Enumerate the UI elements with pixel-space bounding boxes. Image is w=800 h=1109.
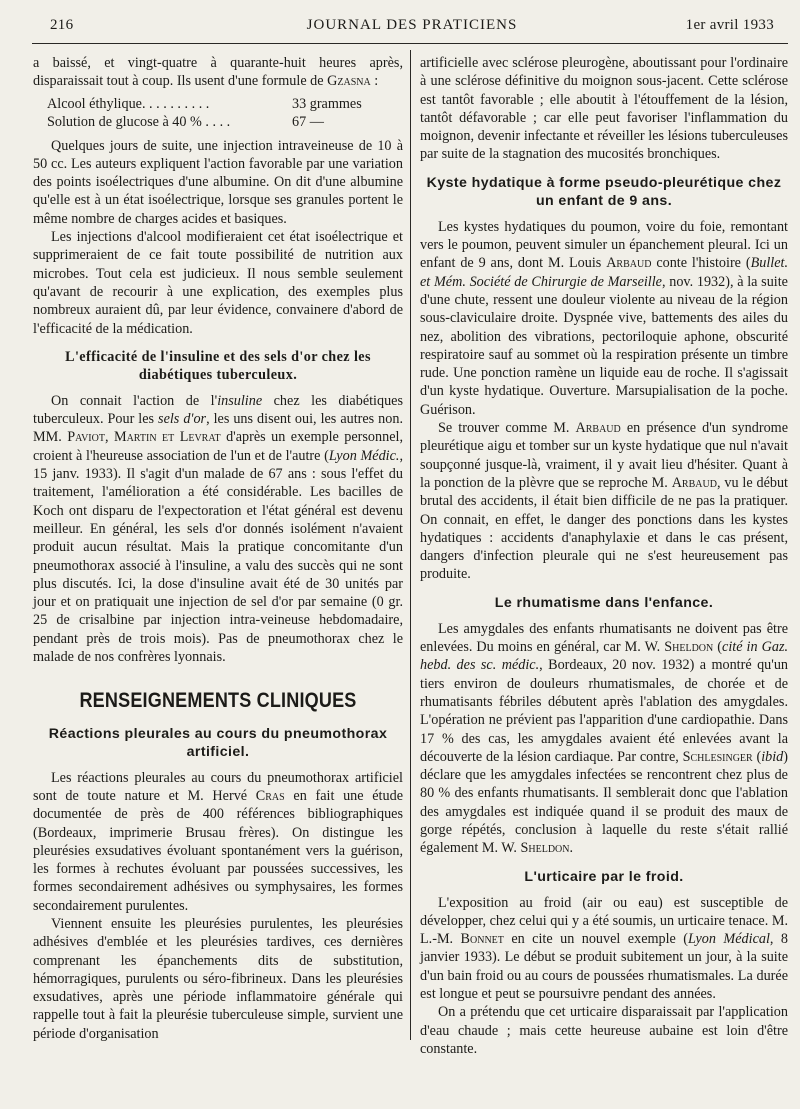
author-name: Arbaud [671, 474, 717, 491]
formula-row: Solution de glucose à 40 % . . . . 67 — [47, 113, 324, 130]
paragraph: Viennent ensuite les pleurésies purulentes, les pleurésies adhésives d'emblée et les pleurésies tardives, ces dernières comprenant les épanchements dits de substitution, hémorragiques, purulents ou séro-fibrineux. Dans les pleurésies exsudatives, après une période inflammatoire générale qui rappelle tout à fait la pleurésie tuberculeuse simple, survient une période d'organisation [33, 915, 403, 1042]
author-name: Arbaud [575, 420, 621, 437]
author-name: Cras [255, 787, 285, 804]
article-heading: L'efficacité de l'insuline et des sels d'or chez les diabétiques tuberculeux. [65, 348, 371, 383]
paragraph: L'exposition au froid (air ou eau) est susceptible de développer, chez celui qui y a été soumis, un urticaire tenace. M. L.-M. Bonnet en cite un nouvel exemple (Lyon Médical, 8 janvier 1933). Le début se produit subitement un jour, à la suite d'un bain froid ou au cours de poussées rhumatismales. La durée est longue et peut se poursuivre pendant des années. [420, 894, 789, 1003]
paragraph: On connait l'action de l'insuline chez les diabétiques tuberculeux. Pour les sels d'or, les uns disent oui, les autres non. MM. Paviot, Martin et Levrat d'après un exemple personnel, croient à l'heureuse association de l'un et de l'autre (Lyon Médic., 15 janv. 1933). Il s'agit d'un malade de 67 ans : sous l'effet du traitement, l'amélioration a été considérable. Les bacilles de Koch ont disparu de l'expectoration et l'état général est devenu meilleur. En général, les sels d'or donnés isolément n'avaient produit aucun résultat. Mais la pratique concomitante d'un pneumothorax associé à l'insuline, a valu des succès qui ne sont plus discutés. Ici, la dose d'insuline avait été de 30 unités par jour et on pratiquait une injection de sel d'or par semaine (0 gr. 25 de crisalbine par injection intra-veineuse hebdomadaire, pendant près de trois mois). Pas de pneumothorax chez le malade de nos confrères lyonnais. [33, 392, 404, 666]
column-divider [410, 50, 411, 1040]
formula [47, 95, 403, 131]
page-number: 216 [50, 17, 74, 33]
author-name: Paviot, Martin et Levrat [67, 429, 221, 446]
journal-title: JOURNAL DES PRATICIENS [306, 17, 518, 33]
paragraph: Les injections d'alcool modifieraient cet état isoélectrique et supprimeraient de ce fait toute possibilité de nutrition aux microbes. Tout cela est judicieux. Il nous semble seulement qu'avant de recourir à une explication, des exemples plus nombreux auraient dû, par leur évidence, convainere d'abord de l'efficacité de la médication. [33, 229, 403, 337]
paragraph: Les kystes hydatiques du poumon, voire du foie, remontant vers le poumon, peuvent simuler un épanchement pleural. Ici un enfant de 9 ans, dont M. Louis Arbaud conte l'histoire (Bullet. et Mém. Société de Chirurgie de Marseille, nov. 1932), à la suite d'une chute, ressent une douleur violente au niveau de la région sous-claviculaire droite. Dyspnée vive, battements des ailes du nez, abolition des vibrations, pectoriloquie aphone, obscurité respiratoire sauf au sommet où la respiration présente un timbre rude. Une ponction ramène un liquide eau de roche. Il s'agissait d'un kyste hydatique. Ouverture. Marsupialisation de la poche. Guérison. [420, 218, 788, 418]
paragraph: artificielle avec sclérose pleurogène, aboutissant pour l'ordinaire à une sclérose définitive du moignon sous-jacent. Cette sclérose est tantôt favorable ; elle aboutit à l'étouffement de la lésion, tantôt défavorable ; car elle peut favoriser l'inflammation du moignon, devenir infectante et réveiller les lésions tuberculeuses par suite de la stagnation des mucosités bronchiques. [420, 55, 788, 163]
author-name: Sheldon [664, 639, 714, 656]
article-heading: Le rhumatisme dans l'enfance. [494, 594, 714, 611]
paragraph: On a prétendu que cet urticaire disparaissait par l'application d'eau chaude ; mais cette heureuse aubaine est loin d'être constante. [420, 1004, 788, 1057]
left-column [33, 54, 403, 1043]
paragraph: Quelques jours de suite, une injection intraveineuse de 10 à 50 cc. Les auteurs expliquent l'action favorable par une variation des points isoélectriques d'une albumine. On dit d'une albumine qu'elle est à un état isoélectrique, lorsque ses granules portent le même nombre de charges acides et basiques. [33, 137, 403, 227]
formula-row: Alcool éthylique. . . . . . . . . . 33 grammes [47, 95, 362, 112]
article-heading: Réactions pleurales au cours du pneumothorax artificiel. [48, 725, 388, 760]
paragraph: Se trouver comme M. Arbaud en présence d'un syndrome pleurétique aigu et tomber sur un kyste hydatique que nul n'avait soupçonné jusque-là, vraiment, il y avait lieu d'hésiter. Quant à la ponction de la plèvre que se reproche M. Arbaud, vu le début brutal des accidents, il était bien difficile de ne pas la pratiquer. On connait, en effet, le danger des ponctions dans les kystes hydatiques : accidents d'anaphylaxie et dans le cas présent, dangers d'infection pleurale qui ne s'est heureusement pas produite. [420, 420, 788, 583]
paragraph: a baissé, et vingt-quatre à quarante-huit heures après, disparaissait tout à coup. Ils usent d'une formule de Gzasna : [33, 55, 403, 90]
header-rule [32, 43, 788, 44]
issue-date: 1er avril 1933 [685, 17, 774, 33]
running-header [50, 17, 774, 39]
section-title: RENSEIGNEMENTS CLINIQUES [79, 689, 357, 713]
author-name: Schlesinger [682, 748, 753, 765]
article-heading: L'urticaire par le froid. [524, 868, 684, 885]
author-name: Arbaud [606, 255, 652, 272]
author-name: Bonnet [460, 931, 504, 948]
right-column [420, 54, 788, 1058]
author-name: Gzasna [327, 73, 371, 90]
article-heading: Kyste hydatique à forme pseudo-pleurétique chez un enfant de 9 ans. [426, 174, 782, 209]
paragraph: Les amygdales des enfants rhumatisants ne doivent pas être enlevées. Du moins en général, car M. W. Sheldon (cité in Gaz. hebd. des sc. médic., Bordeaux, 20 nov. 1932) a montré qu'un tiers environ de douleurs rhumatismales, de chorée et de rhumatisants fébriles débutent après l'ablation des amygdales. L'opération ne prévient pas l'apparition d'une cardiopathie. Dans 17 % des cas, les amygdales avaient été enlevées avant la découverte de la lésion cardiaque. Par contre, Schlesinger (ibid) déclare que les amygdales infectées se rencontrent chez plus de 80 % des enfants rhumatisants. Il semblerait donc que l'ablation des amygdales est indiquée quand il se produit des maux de gorge répétés, conclusion à laquelle du reste s'était rallié également M. W. Sheldon. [420, 620, 789, 857]
paragraph: Les réactions pleurales au cours du pneumothorax artificiel sont de toute nature et M. Hervé Cras en fait une étude documentée de près de 400 références bibliographiques (Bordeaux, imprimerie Brusau frères). On distingue les pleurésies exsudatives évoluant spontanément vers la guérison, les formes à rechutes évoluant par poussées successives, les formes secondairement adhésives ou symphysaires, les formes secondairement purulentes. [33, 769, 403, 914]
author-name: Sheldon [520, 840, 570, 857]
